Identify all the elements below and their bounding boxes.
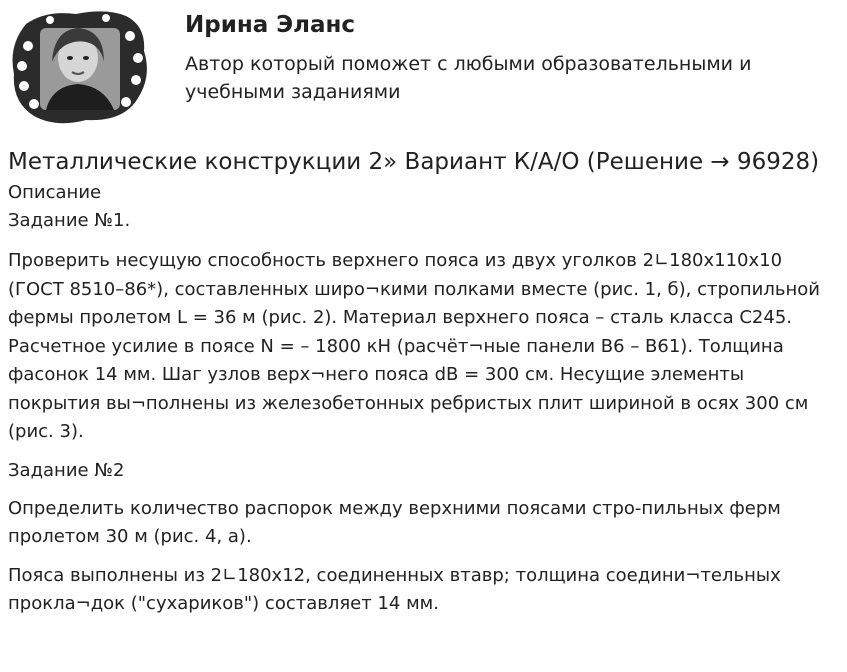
- task2-label: Задание №2: [8, 459, 125, 481]
- document-title: Металлические конструкции 2» Вариант К/А/О (Решение → 96928): [8, 149, 820, 175]
- document-content: [8, 147, 840, 619]
- author-card: [0, 0, 847, 130]
- task1-text: Проверить несущую способность верхнего пояса из двух уголков 2∟180х110х10 (ГОСТ 8510–86*), составленных широ¬кими полками вместе (рис. 1, б), стропильной фермы пролетом L = 36 м (рис. 2). Материал верхнего пояса – сталь класса С245. Расчетное усилие в поясе N = – 1800 кН (расчёт¬ные панели В6 – В61). Толщина фасонок 14 мм. Шаг узлов верх¬него пояса dВ = 300 см. Несущие элементы покрытия вы¬полнены из железобетонных ребристых плит шириной в осях 300 см (рис. 3).: [8, 250, 820, 442]
- task2-text-2: Пояса выполнены из 2∟180х12, соединенных втавр; толщина соедини¬тельных прокла¬док ("сухариков") составляет 14 мм.: [8, 564, 781, 614]
- author-description: Автор который поможет с любыми образовательными и учебными заданиями: [185, 53, 752, 103]
- author-name[interactable]: Ирина Эланс: [185, 12, 356, 38]
- description-label: Описание: [8, 182, 102, 203]
- task2-text-1: Определить количество распорок между верхними поясами стро-пильных ферм пролетом 30 м (рис. 4, а).: [8, 497, 781, 547]
- task1-label: Задание №1.: [8, 210, 131, 231]
- author-avatar-icon[interactable]: [6, 6, 152, 128]
